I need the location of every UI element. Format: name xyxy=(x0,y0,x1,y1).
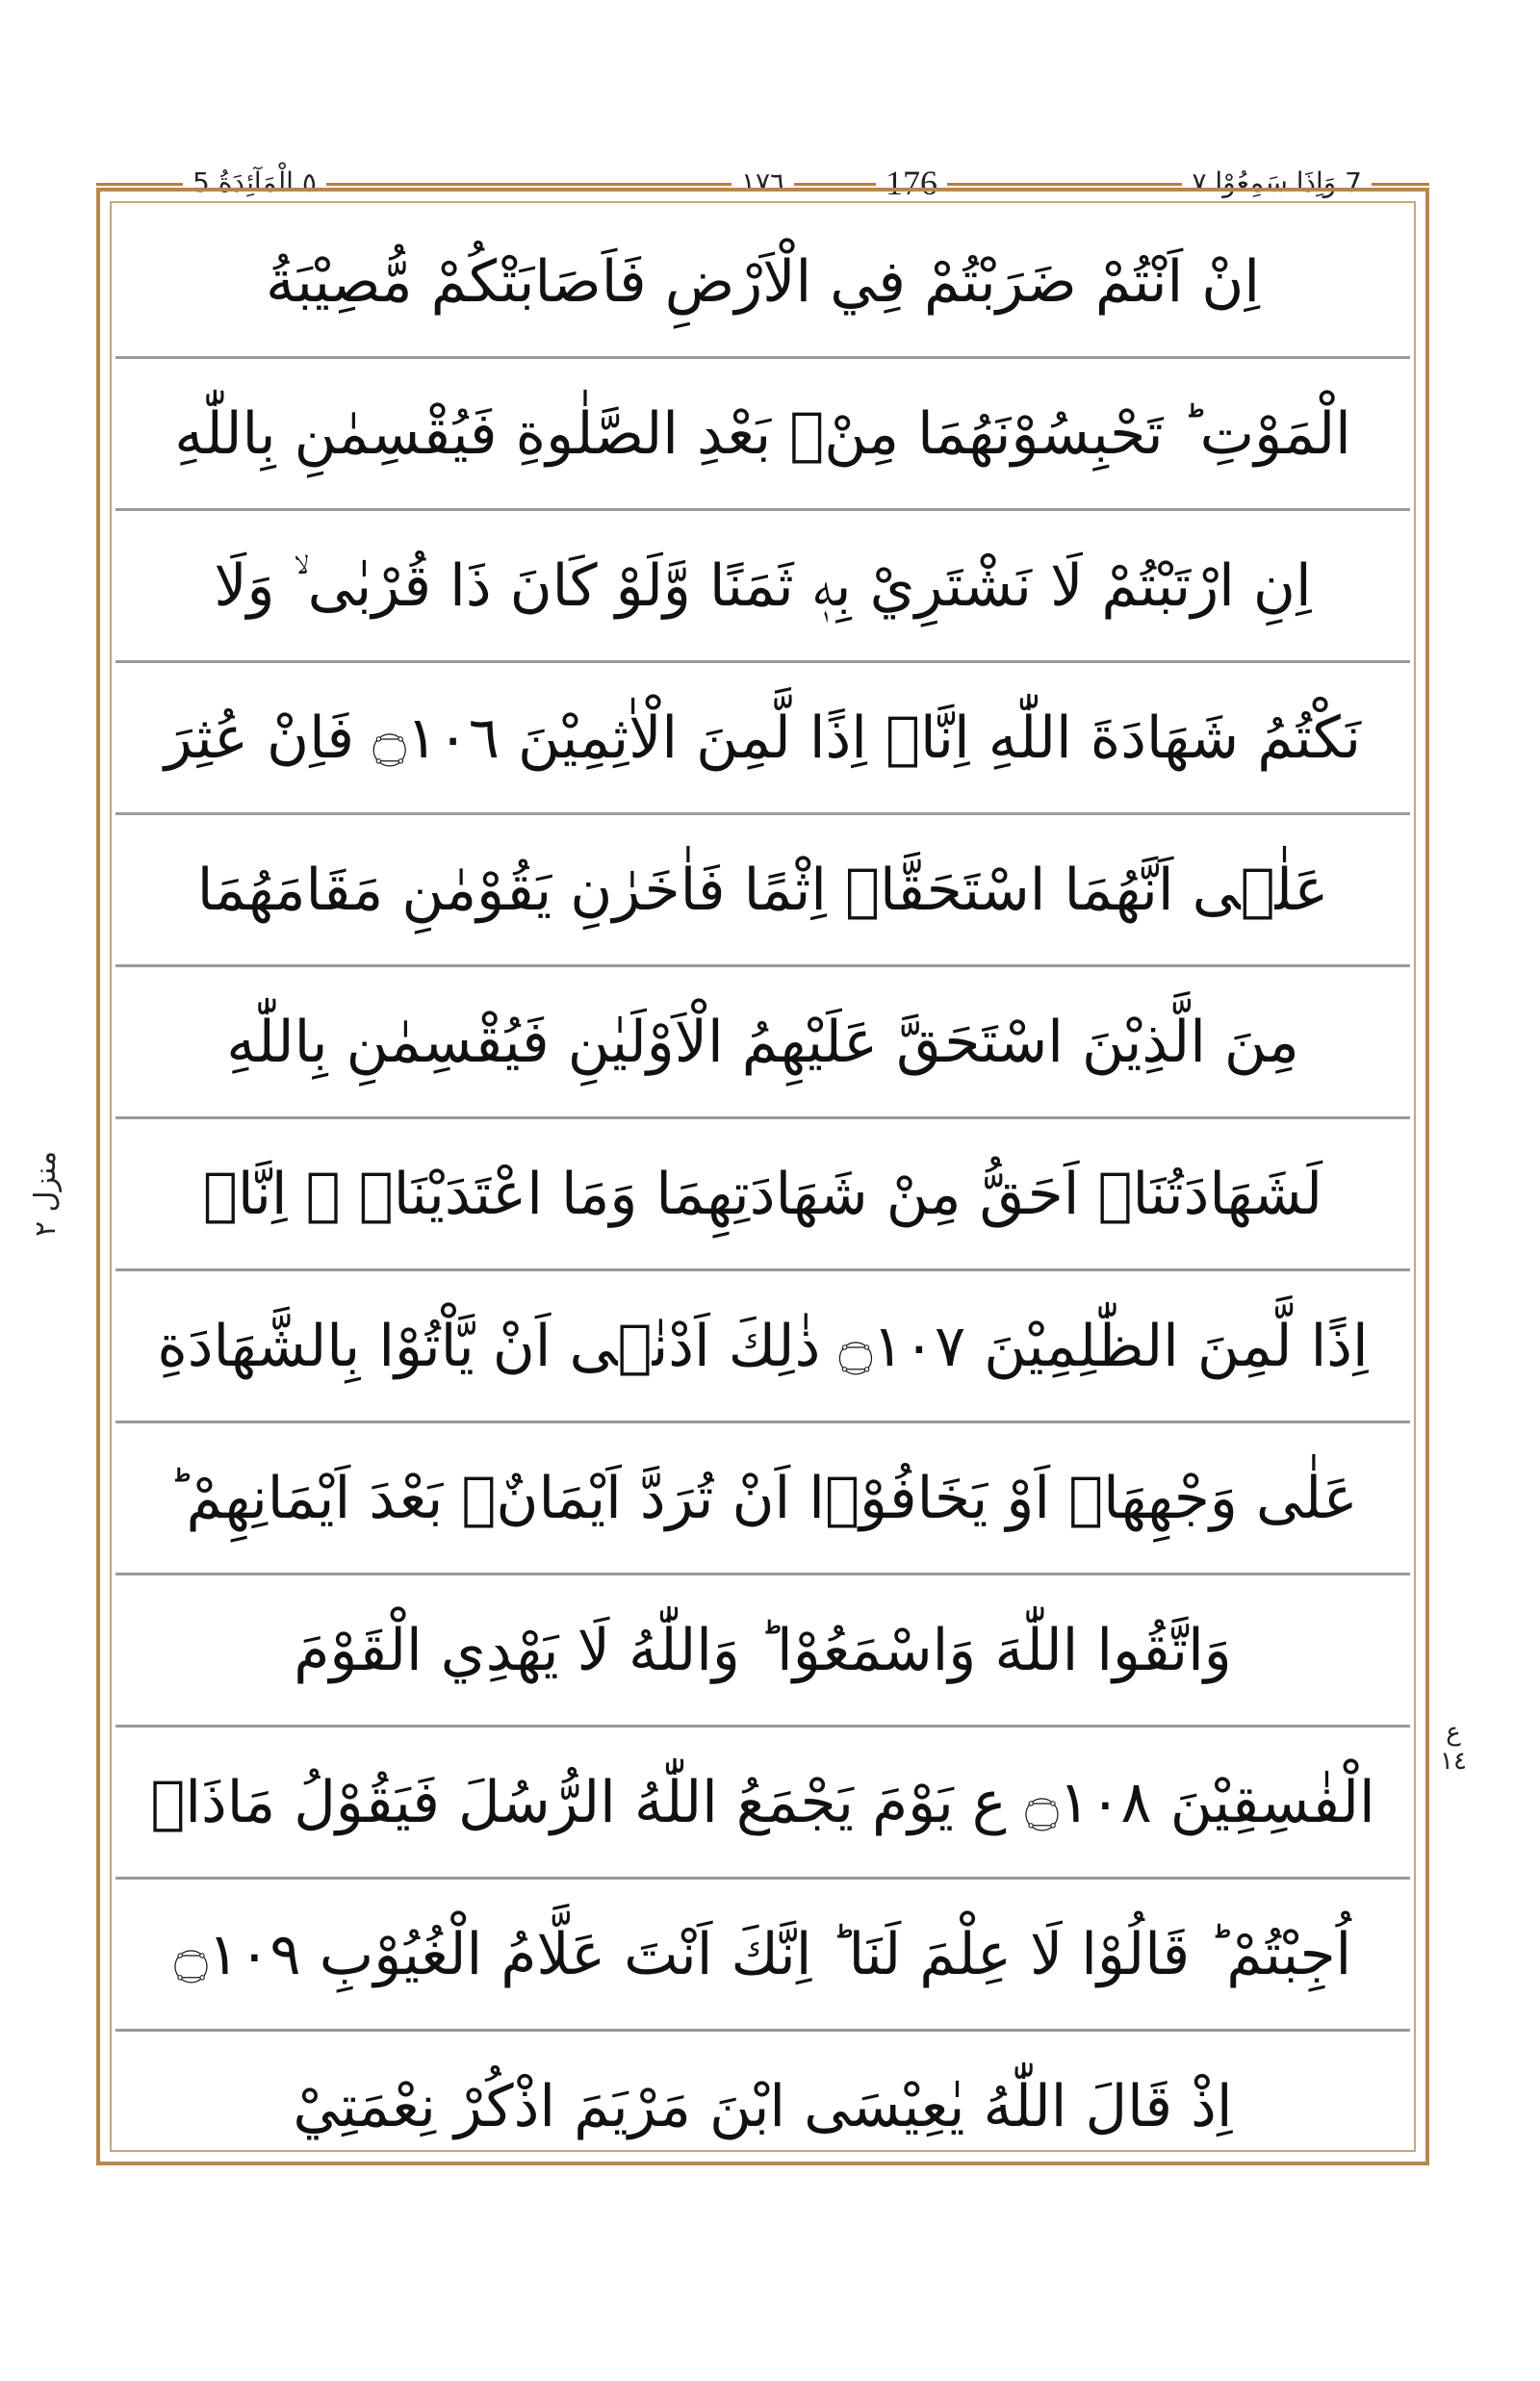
verse-lines xyxy=(116,207,1410,2146)
page-number: 176 xyxy=(876,162,947,204)
verse-line-1: اِنْ اَنْتُمْ ضَرَبْتُمْ فِي الْاَرْضِ فَاَصَابَتْكُمْ مُّصِيْبَةُ xyxy=(265,247,1261,316)
verse-line-9: عَلٰى وَجْهِهَاۤ اَوْ يَخَافُوْۤا اَنْ تُرَدَّ اَيْمَانٌۢ بَعْدَ اَيْمَانِهِمْ ؕ xyxy=(167,1464,1358,1532)
page-number-arabic: ١٧٦ xyxy=(732,162,794,204)
verse-line-13: اِذْ قَالَ اللّٰهُ يٰعِيْسَى ابْنَ مَرْيَمَ اذْكُرْ نِعْمَتِيْ xyxy=(293,2072,1233,2140)
verse-line-10: وَاتَّقُوا اللّٰهَ وَاسْمَعُوْا ؕ وَاللّٰهُ لَا يَهْدِي الْقَوْمَ xyxy=(294,1616,1232,1684)
verse-line-7: لَشَهَادَتُنَاۤ اَحَقُّ مِنْ شَهَادَتِهِمَا وَمَا اعْتَدَيْنَاۤ ۖ اِنَّاۤ xyxy=(202,1160,1323,1228)
verse-line-12: اُجِبْتُمْ ؕ قَالُوْا لَا عِلْمَ لَنَا ؕ اِنَّكَ اَنْتَ عَلَّامُ الْغُيُوْبِ ۝١٠٩ xyxy=(173,1920,1352,1988)
surah-name: ٥ الْمَآئِدَةُ 5 xyxy=(183,162,326,204)
verse-line-6: مِنَ الَّذِيْنَ اسْتَحَقَّ عَلَيْهِمُ الْاَوْلَيٰنِ فَيُقْسِمٰنِ بِاللّٰهِ xyxy=(226,1008,1299,1076)
manzil-marker: منزل ٢ xyxy=(29,1150,63,1237)
verse-line-8: اِذًا لَّمِنَ الظّٰلِمِيْنَ ۝١٠٧ ذٰلِكَ اَدْنٰۤى اَنْ يَّاْتُوْا بِالشَّهَادَةِ xyxy=(157,1312,1369,1380)
juz-name: 7 وَاِذَا سَمِعُوْا ٧ xyxy=(1182,162,1372,204)
verse-line-11: الْفٰسِقِيْنَ ۝١٠٨ ع يَوْمَ يَجْمَعُ اللّٰهُ الرُّسُلَ فَيَقُوْلُ مَاذَاۤ xyxy=(150,1768,1375,1836)
ruku-marker: ع ١٤ xyxy=(1440,1718,1467,1776)
verse-line-4: نَكْتُمُ شَهَادَةَ اللّٰهِ اِنَّاۤ اِذًا لَّمِنَ الْاٰثِمِيْنَ ۝١٠٦ فَاِنْ عُثِرَ xyxy=(164,704,1362,772)
verse-line-3: اِنِ ارْتَبْتُمْ لَا نَشْتَرِيْ بِهٖ ثَمَنًا وَّلَوْ كَانَ ذَا قُرْبٰى ۙ وَلَا xyxy=(214,551,1312,620)
verse-line-2: الْمَوْتِ ؕ تَحْبِسُوْنَهُمَا مِنْۢ بَعْدِ الصَّلٰوةِ فَيُقْسِمٰنِ بِاللّٰهِ xyxy=(174,399,1351,468)
verse-line-5: عَلٰۤى اَنَّهُمَا اسْتَحَقَّاۤ اِثْمًا فَاٰخَرٰنِ يَقُوْمٰنِ مَقَامَهُمَا xyxy=(196,856,1329,924)
